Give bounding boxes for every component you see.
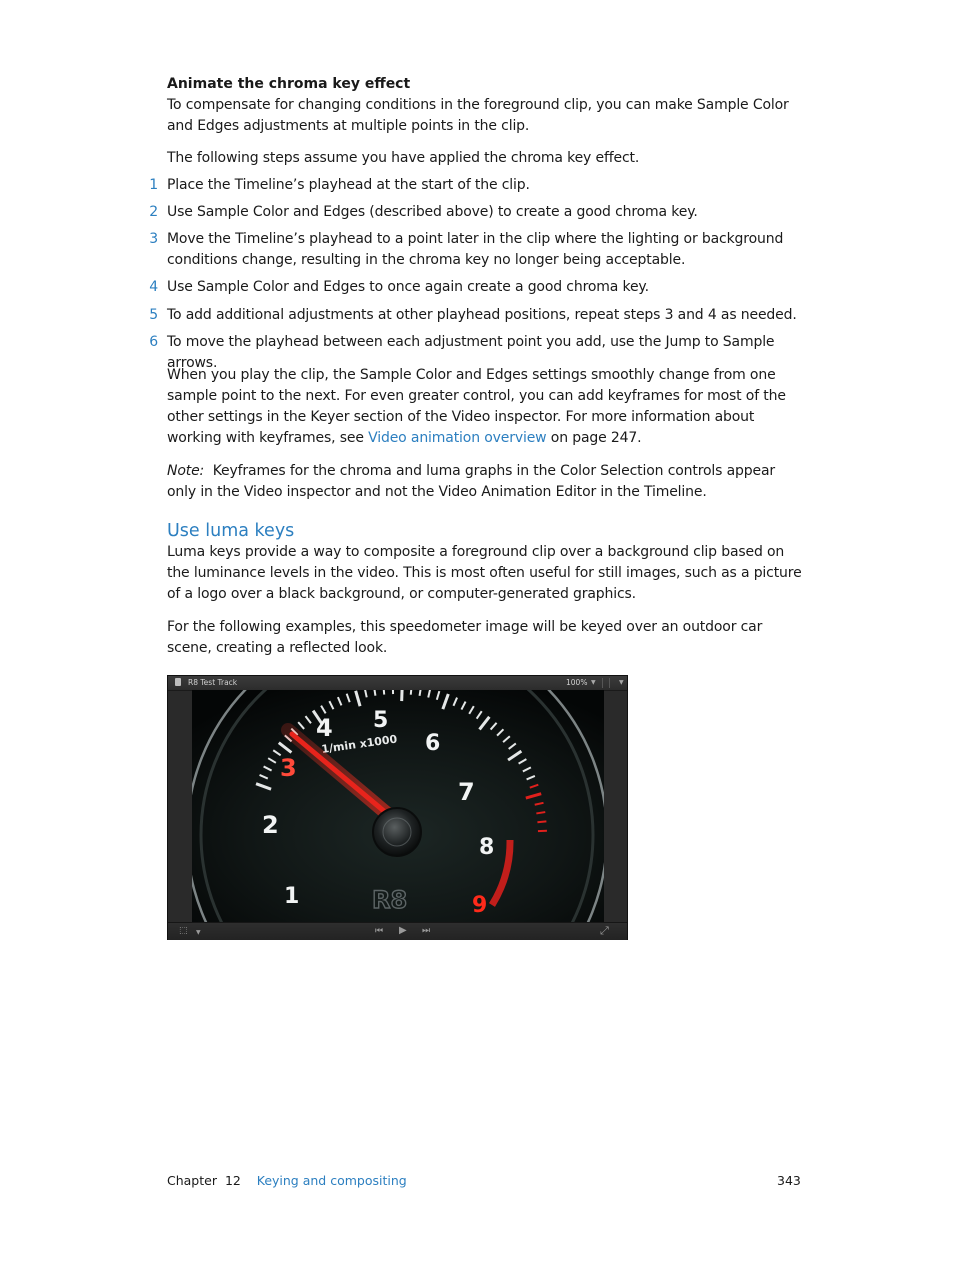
dial-tick [537,821,546,822]
step-number: 2 [149,204,158,220]
go-to-end-icon[interactable]: ⏭ [422,926,431,936]
video-animation-link[interactable]: Video animation overview [368,430,547,446]
zoom-popup[interactable]: 100% [566,678,588,687]
step-number: 1 [149,177,158,193]
examples-paragraph: For the following examples, this speedometer image will be keyed over an outdoor car scene, creating a reflected look. [167,619,763,656]
footer-chapter [167,1172,407,1190]
intro-paragraph: To compensate for changing conditions in the foreground clip, you can make Sample Color and Edges adjustments at multiple points in the clip. [167,97,789,134]
result-text: When you play the clip, the Sample Color and Edges settings smoothly change from one sample point to the next. For even greater control, you can add keyframes for most of the other settings in the Keyer section of the Video inspector. For more information about working with keyframes, see [167,367,786,446]
chevron-down-icon[interactable]: ▼ [196,929,201,936]
subhead-animate-chroma: Animate the chroma key effect [167,76,411,92]
needle-hub [373,808,421,856]
dial-tick [536,812,545,813]
dial-number-4: 4 [316,714,333,742]
dial-number-2: 2 [262,811,279,839]
luma-paragraph: Luma keys provide a way to composite a foreground clip over a background clip based on the luminance levels in the video. This is most often useful for still images, such as a picture of a logo over a black background, or computer-generated graphics. [167,544,802,602]
dial-number-3: 3 [280,754,297,782]
footer-chapter-label: Chapter [167,1173,217,1188]
viewer-window [167,675,628,940]
dial-number-5: 5 [373,708,389,733]
step-text: Place the Timeline’s playhead at the start of the clip. [167,177,530,193]
dial-tick [383,690,384,695]
heading-use-luma-keys: Use luma keys [167,521,295,541]
step-text: Move the Timeline’s playhead to a point later in the clip where the lighting or background conditions change, resulting in the chroma key no longer being acceptable. [167,231,784,268]
viewer-title-bar [168,676,627,691]
step-text: Use Sample Color and Edges to once again create a good chroma key. [167,279,649,295]
divider [602,678,603,688]
dial-logo: R8 [372,886,408,914]
assume-paragraph: The following steps assume you have applied the chroma key effect. [167,150,640,166]
step-number: 4 [149,279,158,295]
note-label: Note: [167,463,205,479]
divider [609,678,610,688]
step-text: To add additional adjustments at other playhead positions, repeat steps 3 and 4 as needed. [167,307,797,323]
document-icon [175,678,181,686]
note-text: Keyframes for the chroma and luma graphs in the Color Selection controls appear only in the Video inspector and not the Video Animation Editor in the Timeline. [167,463,776,500]
result-paragraph [167,365,807,449]
dial-number-7: 7 [458,778,475,806]
dial-number-8: 8 [479,835,495,860]
step-text: To move the playhead between each adjustment point you add, use the Jump to Sample arrows. [167,334,775,371]
footer-chapter-number: 12 [224,1173,241,1188]
viewer-canvas [192,690,604,922]
chevron-down-icon[interactable]: ▼ [591,679,596,686]
step-number: 5 [149,307,158,323]
play-icon[interactable]: ▶ [399,925,407,936]
dial-tick [402,690,403,701]
step-number: 3 [149,231,158,247]
dial-unit-label: 1/min x1000 [320,732,398,756]
dial-number-6: 6 [425,731,441,756]
view-format-icon[interactable]: ⬚ [179,926,188,936]
view-options-chevron-icon[interactable]: ▼ [619,679,624,686]
dial-number-9: 9 [472,893,488,918]
fullscreen-icon[interactable]: ⤢ [600,924,609,937]
step-number: 6 [149,334,158,350]
step-text: Use Sample Color and Edges (described above) to create a good chroma key. [167,204,698,220]
note-paragraph [167,461,807,503]
dial-tick [411,690,412,695]
viewer-controls [168,922,627,940]
dial-number-1: 1 [284,884,300,909]
go-to-start-icon[interactable]: ⏮ [375,926,384,936]
page-number: 343 [777,1173,801,1188]
result-text-end: on page 247. [546,430,642,446]
viewer-title: R8 Test Track [188,678,238,687]
speedometer-image [192,690,604,922]
footer-chapter-link[interactable]: Keying and compositing [256,1173,407,1188]
